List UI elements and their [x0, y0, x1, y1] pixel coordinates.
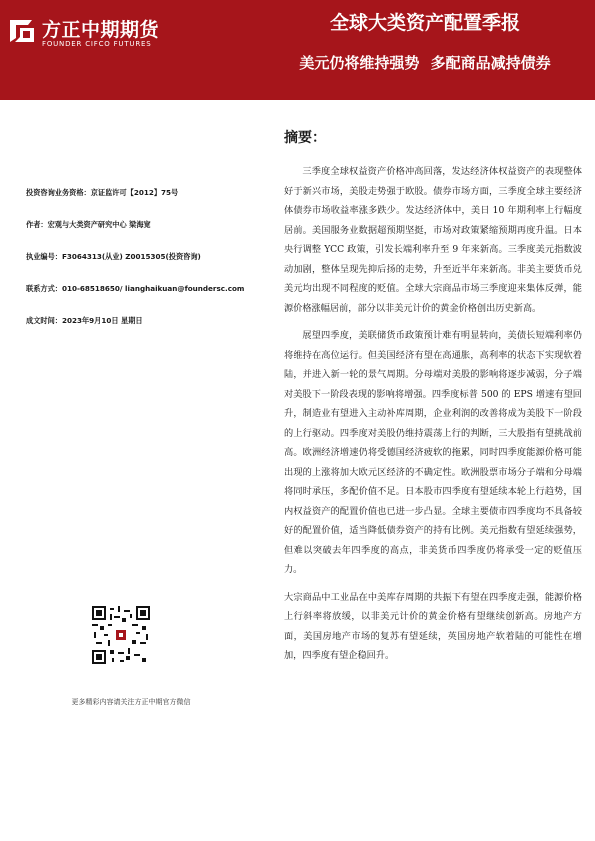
logo-text-en: FOUNDER CIFCO FUTURES [42, 40, 152, 48]
author-line: 作者：宏观与大类资产研究中心 梁海宽 [26, 220, 151, 229]
abstract-body [284, 162, 582, 674]
report-subtitle: 美元仍将维持强势 多配商品减持债券 [299, 54, 551, 72]
logo-mark-icon [8, 16, 36, 44]
author-info [26, 188, 266, 348]
qr-caption: 更多精彩内容请关注方正中期官方微信 [71, 698, 191, 706]
license-line: 投资咨询业务资格：京证监许可【2012】75号 [26, 188, 179, 197]
contact-line: 联系方式：010-68518650/ lianghaikuan@foundersc.com [26, 284, 245, 293]
date-line: 成文时间：2023年9月10日 星期日 [26, 316, 143, 325]
qr-code-icon [92, 606, 150, 664]
abstract-heading: 摘要： [284, 130, 326, 146]
logo-text-cn: 方正中期期货 [42, 19, 160, 41]
report-header [0, 0, 595, 100]
certificate-line: 执业编号：F3064313(从业) Z0015305(投资咨询) [26, 252, 201, 261]
abstract-paragraph-1: 三季度全球权益资产价格冲高回落，发达经济体权益资产的表现整体好于新兴市场，美股走势强于欧股。债券市场方面，三季度全球主要经济体债券市场收益率涨多跌少。发达经济体中，美日 10 年期利率上行幅度居前。美国服务业数据超预期坚挺，市场对政策紧缩预期再度升温。日本央行调整 YCC 政策，引发长端利率升至 9 年来新高。三季度美元指数波动加剧，整体呈现先抑后扬的走势，升至近半年来新高。非美主要货币兑美元均出现不同程度的贬值。全球大宗商品市场三季度迎来集体反弹，能源价格涨幅居前，部分以非美元计价的黄金价格创出历史新高。 [284, 166, 582, 314]
report-title: 全球大类资产配置季报 [329, 12, 520, 34]
abstract-paragraph-3: 大宗商品中工业品在中美库存周期的共振下有望在四季度走强，能源价格上行斜率将放缓，以非美元计价的黄金价格有望继续创新高。房地产方面，美国房地产市场的复苏有望延续，英国房地产软着陆的可能性在增加，四季度有望企稳回升。 [284, 591, 582, 661]
abstract-paragraph-2: 展望四季度，美联储货币政策预计难有明显转向，美债长短端利率仍将维持在高位运行。但美国经济有望在高通胀，高利率的状态下实现软着陆，并进入新一轮的景气周期。分母端对美股的影响将逐步减弱，分子端对美股下一阶段表现的影响将增强。四季度标普 500 的 EPS 增速有望回升，制造业有望进入主动补库周期，企业利润的改善将成为美股下一阶段的上行驱动。四季度对美股仍维持震荡上行的判断，三大股指有望挑战前高。欧洲经济增速仍将受德国经济疲软的拖累，同时四季度能源价格可能出现的上涨将加大欧元区经济的不确定性。欧洲股票市场分子端和分母端将同时承压，多配价值不足。日本股市四季度有望延续本轮上行趋势，国内权益资产的配置价值也已进一步凸显。全球主要债市四季度均不具备较好的配置价值，适当降低债券资产的持有比例。美元指数有望延续强势，但难以突破去年四季度的高点，非美货币四季度仍将承受一定的贬值压力。 [284, 330, 582, 575]
company-logo [8, 12, 168, 52]
